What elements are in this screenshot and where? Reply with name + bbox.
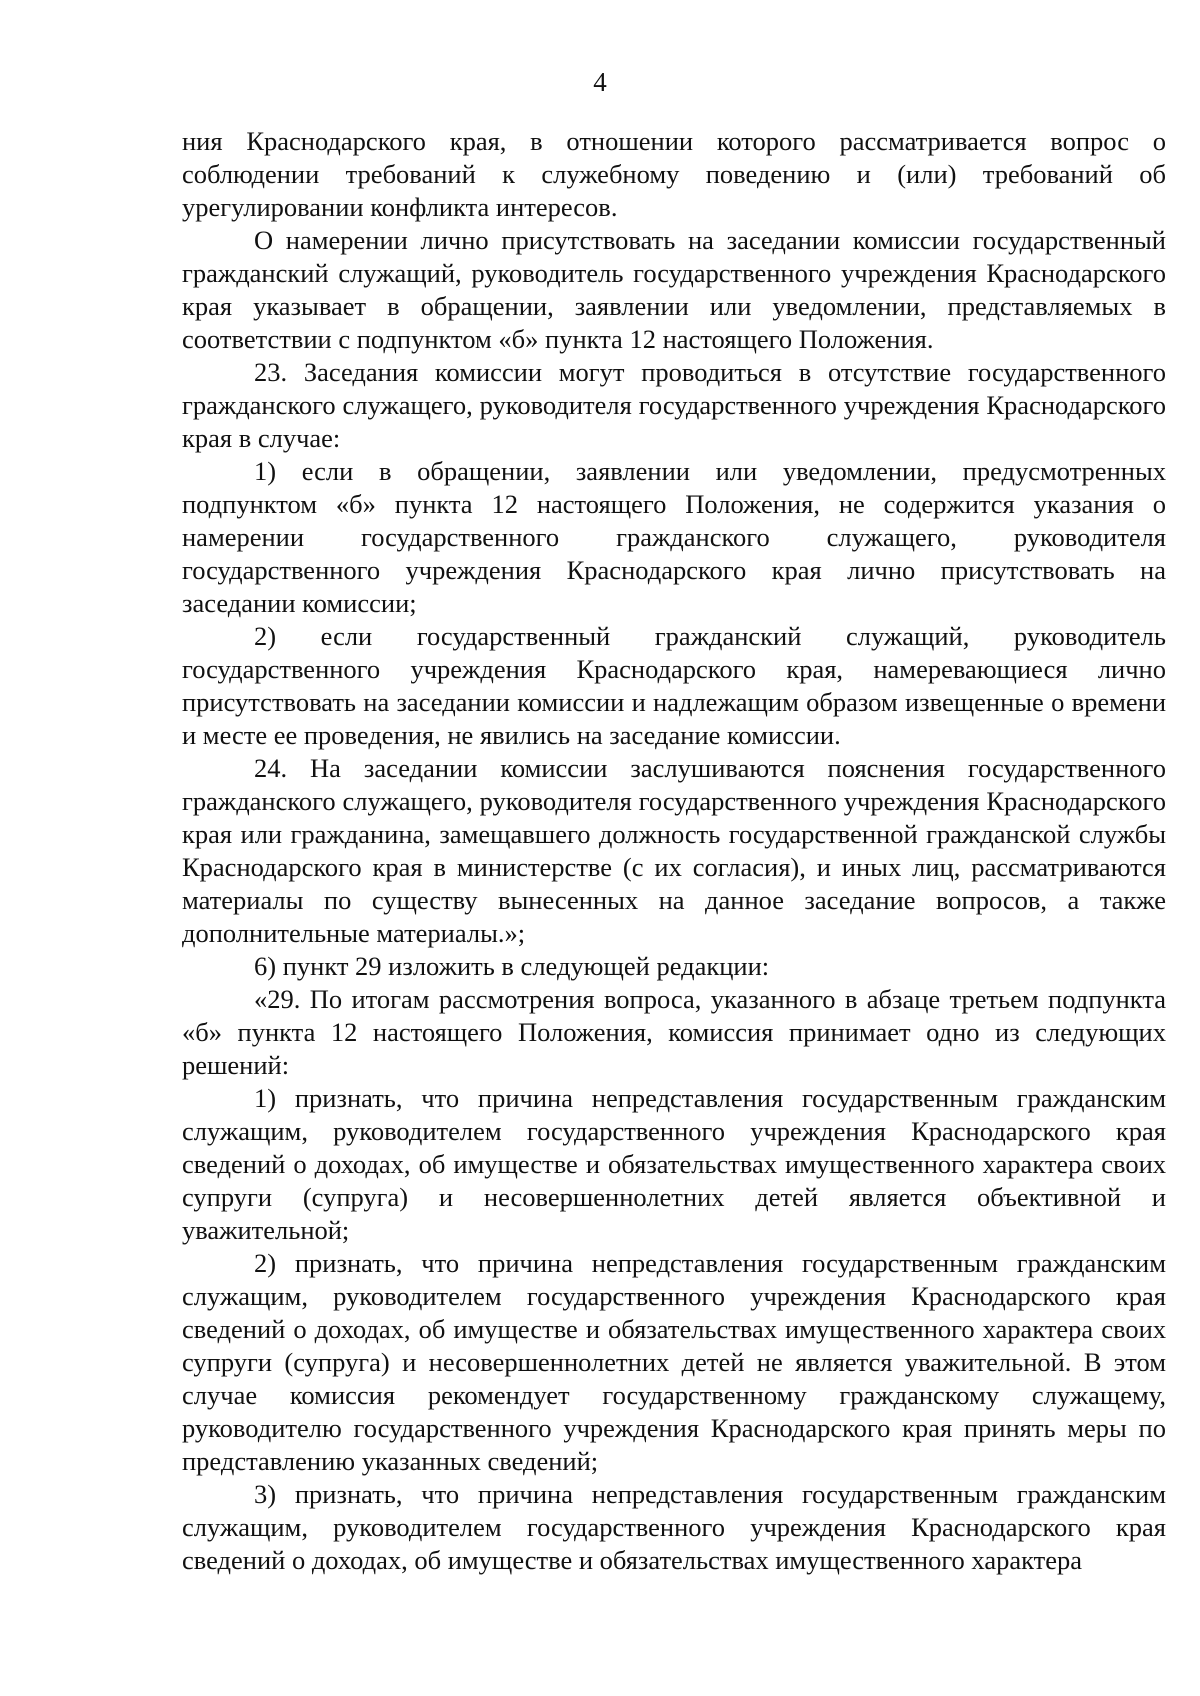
paragraph-item-24: 24. На заседании комиссии заслушиваются пояснения государственного гражданского служащего, руководителя государственного учреждения Краснодарского края или гражданина, замещавшего должность государственной гражданской службы Краснодарского края в министерстве (с их согласия), и иных лиц, рассматриваются материалы по существу вынесенных на данное заседание вопросов, а также дополнительные материалы.»; xyxy=(182,753,1166,948)
document-body xyxy=(182,125,1166,1577)
paragraph-subitem-6: 6) пункт 29 изложить в следующей редакции: xyxy=(254,951,770,981)
paragraph-item-29-3: 3) признать, что причина непредставления государственным гражданским служащим, руководителем государственного учреждения Краснодарского края сведений о доходах, об имуществе и обязательствах имущественного характера xyxy=(182,1479,1166,1575)
paragraph-item-29: «29. По итогам рассмотрения вопроса, указанного в абзаце третьем подпункта «б» пункта 12 настоящего Положения, комиссия принимает одно из следующих решений: xyxy=(182,984,1166,1080)
paragraph-item-23: 23. Заседания комиссии могут проводиться в отсутствие государственного гражданского служащего, руководителя государственного учреждения Краснодарского края в случае: xyxy=(182,357,1166,453)
paragraph-attendance-intent: О намерении лично присутствовать на заседании комиссии государственный гражданский служащий, руководитель государственного учреждения Краснодарского края указывает в обращении, заявлении или уведомлении, представляемых в соответствии с подпунктом «б» пункта 12 настоящего Положения. xyxy=(182,225,1166,354)
page-number: 4 xyxy=(593,67,607,97)
paragraph-continuation: ния Краснодарского края, в отношении которого рассматривается вопрос о соблюдении требований к служебному поведению и (или) требований об урегулировании конфликта интересов. xyxy=(182,126,1166,222)
paragraph-item-23-2: 2) если государственный гражданский служащий, руководитель государственного учреждения Краснодарского края, намеревающиеся лично присутствовать на заседании комиссии и надлежащим образом извещенные о времени и месте ее проведения, не явились на заседание комиссии. xyxy=(182,621,1166,750)
paragraph-item-23-1: 1) если в обращении, заявлении или уведомлении, предусмотренных подпунктом «б» пункта 12 настоящего Положения, не содержится указания о намерении государственного гражданского служащего, руководителя государственного учреждения Краснодарского края лично присутствовать на заседании комиссии; xyxy=(182,456,1166,618)
paragraph-item-29-1: 1) признать, что причина непредставления государственным гражданским служащим, руководителем государственного учреждения Краснодарского края сведений о доходах, об имуществе и обязательствах имущественного характера своих супруги (супруга) и несовершеннолетних детей является объективной и уважительной; xyxy=(182,1083,1166,1245)
paragraph-item-29-2: 2) признать, что причина непредставления государственным гражданским служащим, руководителем государственного учреждения Краснодарского края сведений о доходах, об имуществе и обязательствах имущественного характера своих супруги (супруга) и несовершеннолетних детей не является уважительной. В этом случае комиссия рекомендует государственному гражданскому служащему, руководителю государственного учреждения Краснодарского края принять меры по представлению указанных сведений; xyxy=(182,1248,1166,1476)
